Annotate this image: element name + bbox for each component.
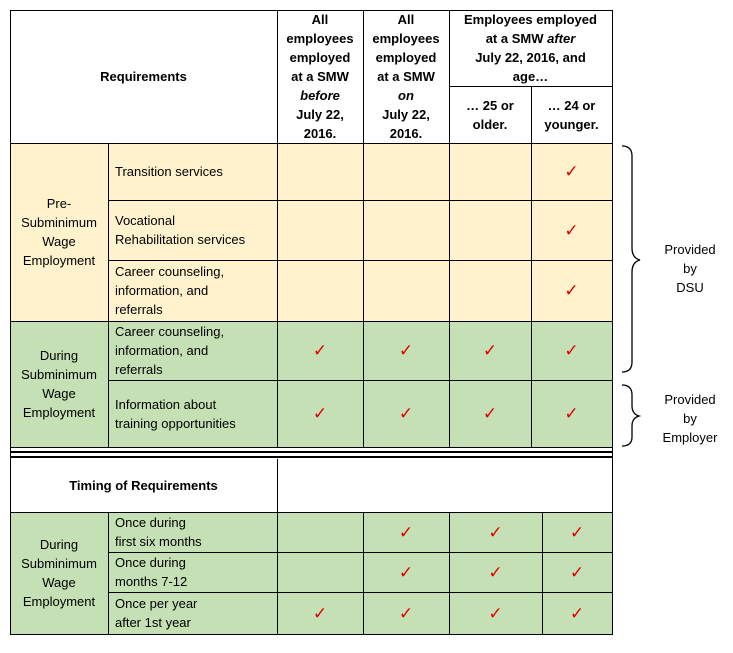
- check-mark: ✓: [312, 603, 328, 623]
- employer-brace: [622, 385, 639, 446]
- timing-row-label: Once per year after 1st year: [108, 592, 277, 634]
- timing-row-label: Once during months 7-12: [108, 552, 277, 592]
- check-mark: ✓: [564, 341, 579, 360]
- row-label: Information about training opportunities: [108, 380, 277, 447]
- check-mark: ✓: [564, 404, 579, 423]
- check-mark: ✓: [398, 404, 414, 423]
- col-on-header: All employees employed at a SMW on July 22, 2016.: [372, 12, 440, 141]
- check-mark: ✓: [398, 341, 414, 360]
- check-mark: ✓: [312, 404, 328, 423]
- check-mark: ✓: [564, 162, 579, 181]
- check-mark: ✓: [569, 522, 585, 542]
- col-25-older-header: … 25 or older.: [466, 97, 514, 132]
- section-during-subminimum-timing: During Subminimum Wage Employment: [10, 512, 108, 634]
- col-after-group-header: Employees employed at a SMW after July 22, 2016, and age…: [464, 12, 597, 84]
- check-mark: ✓: [564, 281, 579, 300]
- check-mark: ✓: [569, 603, 585, 623]
- provided-by-employer-label: Provided by Employer: [662, 392, 718, 445]
- provided-by-dsu-label: Provided by DSU: [664, 242, 716, 295]
- check-mark: ✓: [488, 603, 503, 623]
- check-mark: ✓: [488, 562, 503, 582]
- section-during-subminimum: During Subminimum Wage Employment: [10, 321, 108, 447]
- timing-row-label: Once during first six months: [108, 512, 277, 552]
- check-mark: ✓: [482, 341, 498, 360]
- check-mark: ✓: [398, 522, 414, 542]
- row-label: Career counseling, information, and referrals: [108, 260, 277, 321]
- check-mark: ✓: [488, 522, 503, 542]
- check-mark: ✓: [569, 562, 585, 582]
- timing-header: Timing of Requirements: [69, 478, 218, 493]
- check-mark: ✓: [312, 341, 328, 360]
- row-label: Vocational Rehabilitation services: [108, 200, 277, 260]
- section-pre-subminimum: Pre- Subminimum Wage Employment: [10, 143, 108, 321]
- row-label: Transition services: [108, 143, 277, 200]
- check-mark: ✓: [564, 220, 579, 240]
- dsu-brace: [622, 146, 640, 372]
- check-mark: ✓: [398, 562, 414, 582]
- check-mark: ✓: [398, 603, 414, 623]
- row-label: Career counseling, information, and referrals: [108, 321, 277, 380]
- col-before-header: All employees employed at a SMW before July 22, 2016.: [286, 12, 354, 141]
- check-mark: ✓: [482, 404, 498, 423]
- col-24-younger-header: … 24 or younger.: [544, 97, 599, 132]
- requirements-header: Requirements: [100, 69, 187, 84]
